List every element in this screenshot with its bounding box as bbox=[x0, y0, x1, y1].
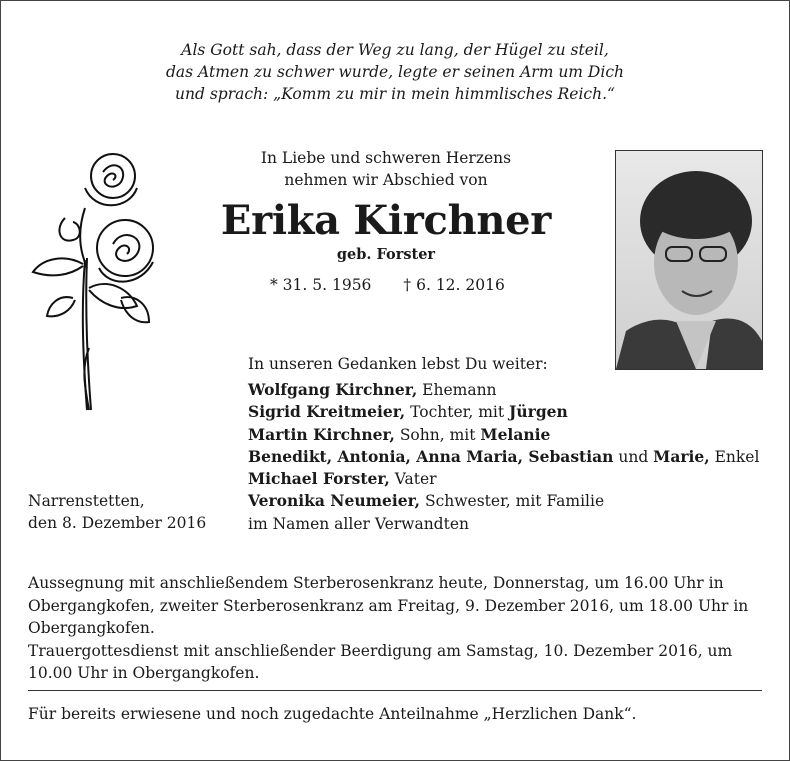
divider bbox=[28, 690, 762, 691]
relative-row: Benedikt, Antonia, Anna Maria, Sebastian und Marie, Enkel bbox=[248, 446, 760, 466]
intro-text bbox=[186, 147, 586, 191]
poem-line: und sprach: „Komm zu mir in mein himmlisches Reich.“ bbox=[175, 85, 615, 103]
relatives-list bbox=[248, 379, 759, 535]
rose-illustration bbox=[25, 148, 165, 423]
deceased-name: Erika Kirchner bbox=[220, 197, 552, 244]
place-date bbox=[28, 490, 206, 534]
intro-line: nehmen wir Abschied von bbox=[284, 171, 488, 189]
intro-line: In Liebe und schweren Herzens bbox=[260, 149, 512, 167]
relative-row: Martin Kirchner, Sohn, mit Melanie bbox=[248, 424, 551, 444]
thoughts-line: In unseren Gedanken lebst Du weiter: bbox=[248, 355, 548, 373]
death-date: † 6. 12. 2016 bbox=[403, 276, 505, 294]
birth-date: * 31. 5. 1956 bbox=[270, 276, 372, 294]
place: Narrenstetten, bbox=[28, 492, 145, 510]
relative-row: im Namen aller Verwandten bbox=[248, 514, 469, 533]
life-dates bbox=[270, 276, 505, 294]
service-paragraph: Trauergottesdienst mit anschließender Beerdigung am Samstag, 10. Dezember 2016, um 10.00 Uhr in Obergangkofen. bbox=[28, 641, 733, 682]
notice-date: den 8. Dezember 2016 bbox=[28, 514, 207, 532]
portrait-icon bbox=[616, 151, 762, 369]
relative-row: Sigrid Kreitmeier, Tochter, mit Jürgen bbox=[248, 402, 568, 422]
poem-line: Als Gott sah, dass der Weg zu lang, der Hügel zu steil, bbox=[181, 41, 609, 59]
relative-row: Veronika Neumeier, Schwester, mit Familie bbox=[248, 491, 605, 511]
poem-line: das Atmen zu schwer wurde, legte er seinen Arm um Dich bbox=[166, 63, 624, 81]
relative-row: Michael Forster, Vater bbox=[248, 469, 437, 489]
service-paragraph: Aussegnung mit anschließendem Sterberosenkranz heute, Donnerstag, um 16.00 Uhr in Obergangkofen, zweiter Sterberosenkranz am Freitag, 9. Dezember 2016, um 18.00 Uhr in Obergangkofen. bbox=[28, 574, 749, 637]
thanks-line: Für bereits erwiesene und noch zugedachte Anteilnahme „Herzlichen Dank“. bbox=[28, 705, 637, 723]
portrait-photo bbox=[615, 150, 763, 370]
poem bbox=[0, 39, 790, 105]
service-info bbox=[28, 572, 768, 685]
birth-name: geb. Forster bbox=[336, 246, 436, 263]
relative-row: Wolfgang Kirchner, Ehemann bbox=[248, 380, 497, 399]
